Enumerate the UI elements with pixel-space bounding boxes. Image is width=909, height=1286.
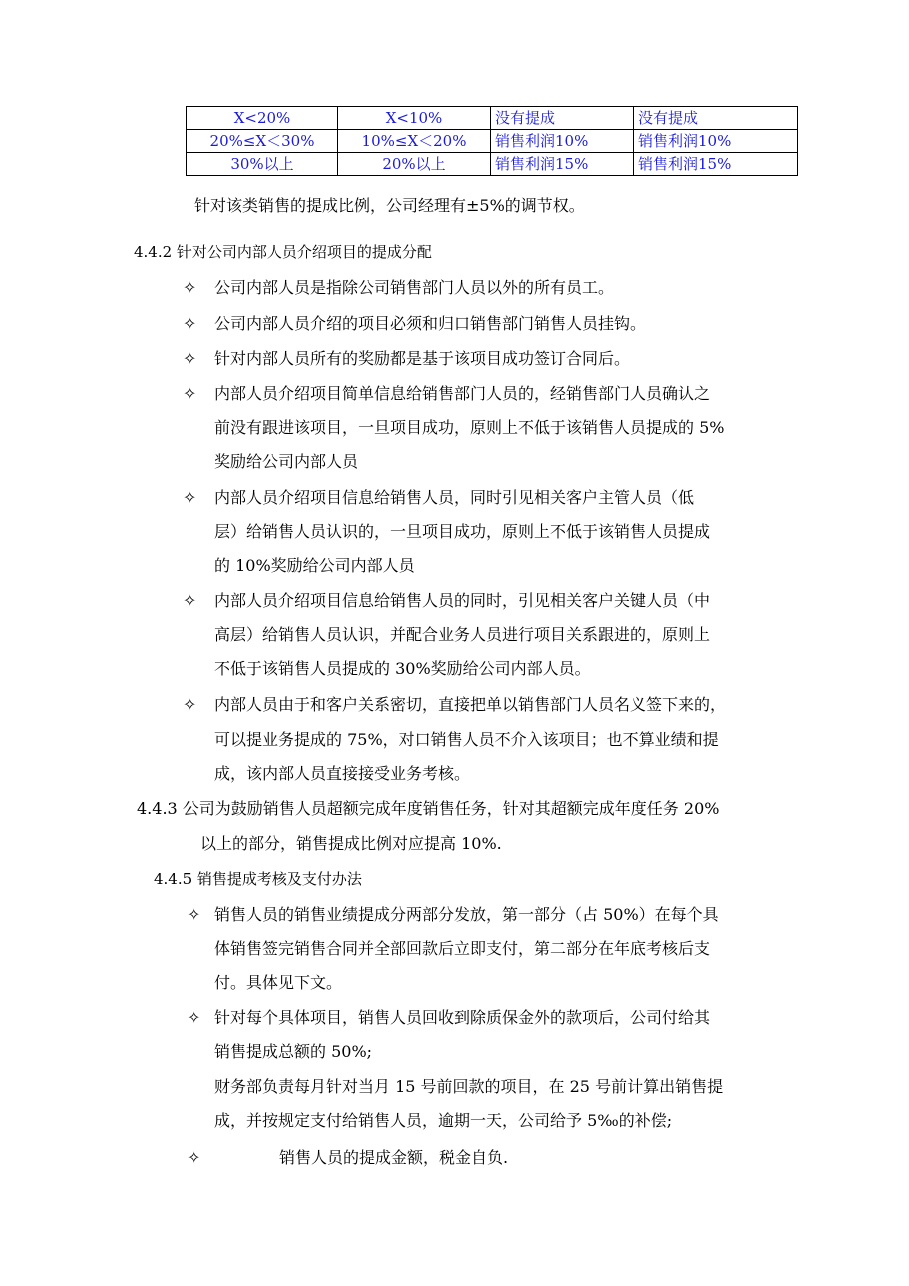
list-item-line: 成，该内部人员直接接受业务考核。 [214, 764, 471, 783]
table-cell: 没有提成 [634, 107, 798, 130]
list-item-line: 内部人员介绍项目简单信息给销售部门人员的，经销售部门人员确认之 [214, 384, 711, 403]
table-row [187, 107, 798, 130]
table-cell: X<10% [338, 107, 491, 130]
section-4-4-2-heading: 4.4.2 针对公司内部人员介绍项目的提成分配 [134, 243, 432, 261]
diamond-bullet-icon: ✧ [187, 1008, 201, 1027]
diamond-bullet-icon: ✧ [187, 1148, 201, 1167]
section-4-4-5-heading: 4.4.5 销售提成考核及支付办法 [154, 870, 362, 888]
list-item: 公司内部人员介绍的项目必须和归口销售部门销售人员挂钩。 [214, 314, 647, 333]
commission-rate-table [186, 106, 798, 176]
table-row [187, 130, 798, 153]
list-item-line: 内部人员由于和客户关系密切，直接把单以销售部门人员名义签下来的， [214, 695, 727, 714]
table-cell: 销售利润10% [491, 130, 634, 153]
table-cell: 20%以上 [338, 153, 491, 176]
table-cell: 10%≤X＜20% [338, 130, 491, 153]
list-item: 针对内部人员所有的奖励都是基于该项目成功签订合同后。 [214, 349, 631, 368]
diamond-bullet-icon: ✧ [183, 591, 197, 610]
table-cell: X<20% [187, 107, 338, 130]
list-item-line: 层）给销售人员认识的，一旦项目成功，原则上不低于该销售人员提成 [214, 522, 711, 541]
list-item: 公司内部人员是指除公司销售部门人员以外的所有员工。 [214, 278, 615, 297]
list-item-line: 内部人员介绍项目信息给销售人员的同时，引见相关客户关键人员（中 [214, 591, 711, 610]
list-item-line: 财务部负责每月针对当月 15 号前回款的项目，在 25 号前计算出销售提 [214, 1077, 724, 1096]
list-item-line: 内部人员介绍项目信息给销售人员，同时引见相关客户主管人员（低 [214, 488, 695, 507]
list-item-line: 销售提成总额的 50%; [214, 1042, 373, 1061]
table-cell: 20%≤X＜30% [187, 130, 338, 153]
list-item-line: 奖励给公司内部人员 [214, 452, 359, 471]
list-item: 销售人员的提成金额，税金自负. [279, 1148, 509, 1167]
list-item-line: 可以提业务提成的 75%，对口销售人员不介入该项目；也不算业绩和提 [214, 730, 719, 749]
diamond-bullet-icon: ✧ [183, 384, 197, 403]
list-item-line: 成，并按规定支付给销售人员，逾期一天，公司给予 5‰的补偿; [214, 1111, 673, 1130]
section-4-4-3-line: 以上的部分，销售提成比例对应提高 10%. [200, 834, 502, 853]
list-item-line: 销售人员的销售业绩提成分两部分发放，第一部分（占 50%）在每个具 [214, 905, 719, 924]
diamond-bullet-icon: ✧ [183, 349, 197, 368]
diamond-bullet-icon: ✧ [183, 488, 197, 507]
list-item-line: 体销售签完销售合同并全部回款后立即支付，第二部分在年底考核后支 [214, 939, 711, 958]
table-row [187, 153, 798, 176]
table-cell: 销售利润15% [491, 153, 634, 176]
adjustment-note: 针对该类销售的提成比例，公司经理有±5%的调节权。 [194, 196, 585, 215]
list-item-line: 不低于该销售人员提成的 30%奖励给公司内部人员。 [214, 659, 591, 678]
list-item-line: 付。具体见下文。 [214, 973, 343, 992]
table-cell: 30%以上 [187, 153, 338, 176]
list-item-line: 针对每个具体项目，销售人员回收到除质保金外的款项后，公司付给其 [214, 1008, 711, 1027]
diamond-bullet-icon: ✧ [183, 314, 197, 333]
list-item-line: 的 10%奖励给公司内部人员 [214, 556, 415, 575]
table-cell: 销售利润15% [634, 153, 798, 176]
diamond-bullet-icon: ✧ [183, 278, 197, 297]
diamond-bullet-icon: ✧ [187, 905, 201, 924]
list-item-line: 前没有跟进该项目，一旦项目成功，原则上不低于该销售人员提成的 5% [214, 418, 725, 437]
table-cell: 销售利润10% [634, 130, 798, 153]
list-item-line: 高层）给销售人员认识，并配合业务人员进行项目关系跟进的，原则上 [214, 625, 711, 644]
diamond-bullet-icon: ✧ [183, 695, 197, 714]
table-cell: 没有提成 [491, 107, 634, 130]
section-4-4-3-line: 4.4.3 公司为鼓励销售人员超额完成年度销售任务，针对其超额完成年度任务 20% [137, 799, 720, 818]
